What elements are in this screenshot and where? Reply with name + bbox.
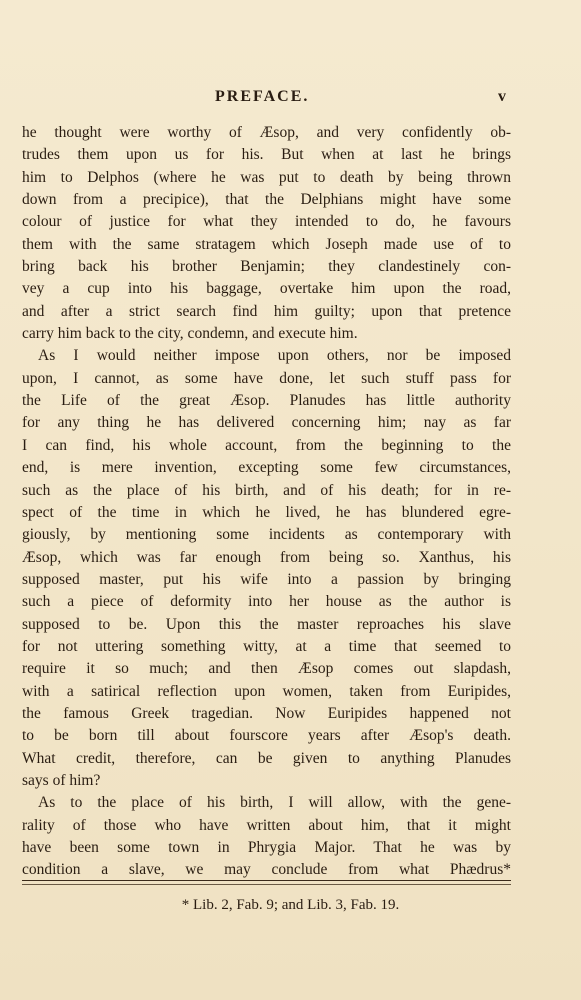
text-line: spect of the time in which he lived, he has blundered egre-: [22, 503, 511, 521]
text-line: rality of those who have written about him, that it might: [22, 816, 511, 834]
text-line: such as the place of his birth, and of his death; for in re-: [22, 481, 511, 499]
text-line: such a piece of deformity into her house as the author is: [22, 593, 511, 611]
text-line: them with the same stratagem which Joseph made use of to: [22, 235, 511, 253]
text-line: for not uttering something witty, at a time that seemed to: [22, 637, 511, 655]
text-line: for any thing he has delivered concerning him; nay as far: [22, 414, 511, 432]
text-line: As to the place of his birth, I will allow, with the gene-: [38, 794, 511, 812]
text-line: end, is mere invention, excepting some few circumstances,: [22, 459, 511, 477]
text-line: bring back his brother Benjamin; they clandestinely con-: [22, 258, 511, 276]
footnote-rule-thin: [22, 884, 511, 885]
text-line: upon, I cannot, as some have done, let such stuff pass for: [22, 369, 511, 387]
text-line: supposed to be. Upon this the master reproaches his slave: [22, 615, 511, 633]
text-line: Æsop, which was far enough from being so. Xanthus, his: [22, 548, 511, 566]
text-line: the famous Greek tragedian. Now Euripides happened not: [22, 704, 511, 722]
text-line: he thought were worthy of Æsop, and very confidently ob-: [22, 124, 511, 141]
text-line: have been some town in Phrygia Major. That he was by: [22, 839, 511, 856]
footnote: * Lib. 2, Fab. 9; and Lib. 3, Fab. 19.: [181, 897, 400, 913]
text-line: trudes them upon us for his. But when at last he brings: [22, 146, 511, 164]
text-line: As I would neither impose upon others, nor be imposed: [38, 347, 511, 365]
text-line: supposed master, put his wife into a passion by bringing: [22, 570, 511, 588]
text-line: him to Delphos (where he was put to death by being thrown: [22, 168, 511, 186]
body-text: [22, 122, 511, 882]
text-line: require it so much; and then Æsop comes out slapdash,: [22, 660, 511, 678]
text-line: down from a precipice), that the Delphians might have some: [22, 191, 511, 209]
text-line: I can find, his whole account, from the beginning to the: [22, 436, 511, 454]
text-line: colour of justice for what they intended to do, he favours: [22, 213, 511, 231]
text-line: vey a cup into his baggage, overtake him upon the road,: [22, 280, 511, 298]
text-line: with a satirical reflection upon women, taken from Euripides,: [22, 682, 511, 700]
text-line: and after a strict search find him guilty; upon that pretence: [22, 302, 511, 320]
footnote-rule: [22, 880, 511, 881]
text-line: condition a slave, we may conclude from what Phædrus*: [22, 861, 511, 879]
page-number: v: [498, 88, 506, 105]
text-line: What credit, therefore, can be given to anything Planudes: [22, 749, 511, 767]
text-line: the Life of the great Æsop. Planudes has little authority: [22, 392, 511, 410]
running-title: PREFACE.: [215, 88, 310, 105]
text-line: to be born till about fourscore years after Æsop's death.: [22, 727, 511, 745]
page-header: [0, 88, 581, 112]
text-line: says of him?: [22, 771, 101, 789]
text-line: carry him back to the city, condemn, and execute him.: [22, 325, 358, 343]
text-line: giously, by mentioning some incidents as contemporary with: [22, 526, 511, 544]
